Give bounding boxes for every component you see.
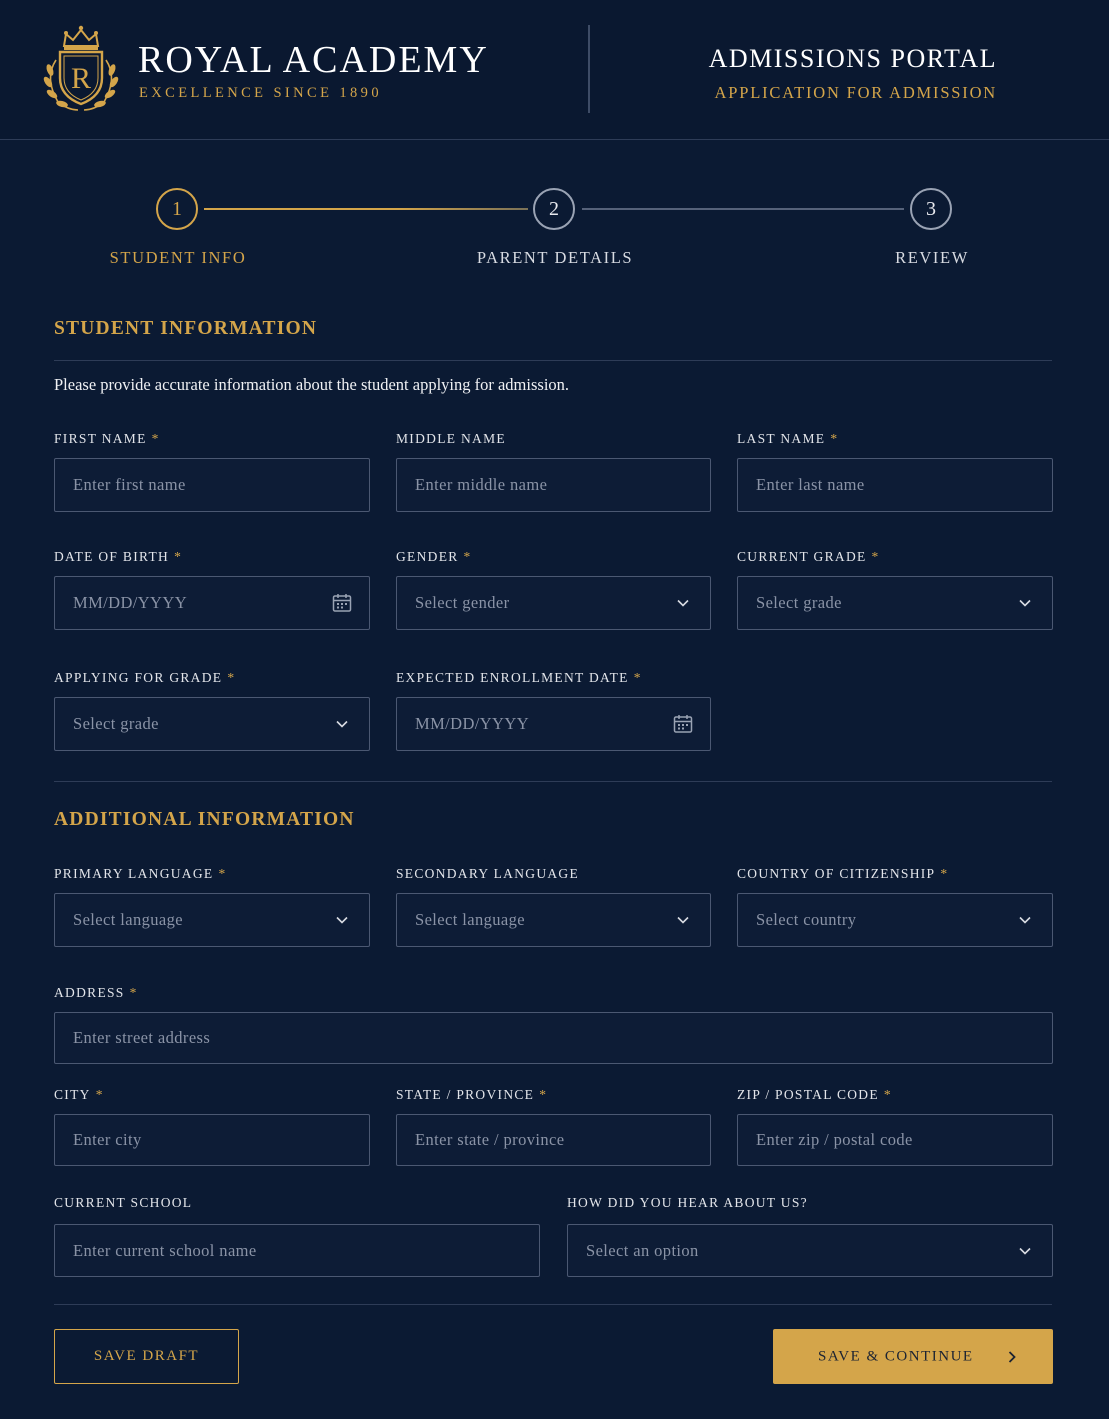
chevron-down-icon <box>672 909 694 931</box>
chevron-down-icon <box>1014 909 1036 931</box>
city-label: CITY * <box>54 1087 104 1102</box>
state-field[interactable] <box>396 1114 711 1166</box>
student-section-title: STUDENT INFORMATION <box>54 318 318 339</box>
current-school-input[interactable] <box>55 1225 539 1276</box>
crest-logo-icon <box>38 20 124 116</box>
brand-title: ROYAL ACADEMY <box>138 39 489 81</box>
current-grade-label: CURRENT GRADE * <box>737 549 880 564</box>
state-input[interactable] <box>397 1115 710 1165</box>
step-1-circle[interactable]: 1 <box>156 188 198 230</box>
chevron-down-icon <box>331 909 353 931</box>
calendar-icon[interactable] <box>331 592 353 614</box>
step-3-label[interactable]: REVIEW <box>895 248 969 267</box>
gender-select-value: Select gender <box>415 593 510 612</box>
step-connector-2 <box>582 208 904 210</box>
referral-select[interactable] <box>567 1224 1053 1277</box>
city-field[interactable] <box>54 1114 370 1166</box>
last-name-field[interactable] <box>737 458 1053 512</box>
student-intro-text: Please provide accurate information about the student applying for admission. <box>54 375 570 394</box>
country-label: COUNTRY OF CITIZENSHIP * <box>737 866 949 881</box>
address-field[interactable] <box>54 1012 1053 1064</box>
dob-field[interactable] <box>54 576 370 630</box>
referral-select-value: Select an option <box>586 1240 699 1260</box>
applying-grade-select-value: Select grade <box>73 714 159 733</box>
step-2-label[interactable]: PARENT DETAILS <box>476 248 634 267</box>
calendar-icon[interactable] <box>672 713 694 735</box>
primary-language-label: PRIMARY LANGUAGE * <box>54 866 227 881</box>
site-header <box>0 0 1109 140</box>
dob-input[interactable] <box>55 577 369 629</box>
step-2-circle[interactable]: 2 <box>533 188 575 230</box>
referral-label: HOW DID YOU HEAR ABOUT US? <box>567 1195 808 1210</box>
secondary-language-select-value: Select language <box>415 910 525 929</box>
save-draft-button[interactable]: SAVE DRAFT <box>54 1329 239 1384</box>
middle-name-label: MIDDLE NAME <box>396 431 506 446</box>
country-select-value: Select country <box>756 910 857 929</box>
section-divider <box>54 781 1052 782</box>
first-name-input[interactable] <box>55 459 369 511</box>
chevron-down-icon <box>1014 1240 1036 1262</box>
chevron-right-icon <box>1005 1350 1019 1364</box>
additional-section-title: ADDITIONAL INFORMATION <box>54 809 355 830</box>
applying-grade-select[interactable] <box>54 697 370 751</box>
zip-input[interactable] <box>738 1115 1052 1165</box>
address-input[interactable] <box>55 1013 1052 1063</box>
header-divider <box>588 25 590 113</box>
zip-field[interactable] <box>737 1114 1053 1166</box>
primary-language-select-value: Select language <box>73 910 183 929</box>
save-continue-button[interactable] <box>773 1329 1053 1384</box>
current-school-field[interactable] <box>54 1224 540 1277</box>
chevron-down-icon <box>672 592 694 614</box>
chevron-down-icon <box>1014 592 1036 614</box>
last-name-label: LAST NAME * <box>737 431 839 446</box>
current-grade-select[interactable] <box>737 576 1053 630</box>
city-input[interactable] <box>55 1115 369 1165</box>
enrollment-date-label: EXPECTED ENROLLMENT DATE * <box>396 670 642 685</box>
middle-name-input[interactable] <box>397 459 710 511</box>
secondary-language-select[interactable] <box>396 893 711 947</box>
step-connector-1 <box>204 208 528 210</box>
step-1-label[interactable]: STUDENT INFO <box>109 248 247 267</box>
applying-grade-label: APPLYING FOR GRADE * <box>54 670 236 685</box>
first-name-field[interactable] <box>54 458 370 512</box>
crest-letter: R <box>70 62 92 95</box>
enrollment-date-input[interactable] <box>397 698 710 750</box>
chevron-down-icon <box>331 713 353 735</box>
save-continue-label: SAVE & CONTINUE <box>818 1348 974 1364</box>
last-name-input[interactable] <box>738 459 1052 511</box>
gender-label: GENDER * <box>396 549 472 564</box>
address-label: ADDRESS * <box>54 985 138 1000</box>
actions-divider <box>54 1304 1052 1305</box>
portal-title: ADMISSIONS PORTAL <box>708 44 997 73</box>
dob-label: DATE OF BIRTH * <box>54 549 183 564</box>
current-grade-select-value: Select grade <box>756 593 842 612</box>
portal-subtitle: APPLICATION FOR ADMISSION <box>714 83 997 102</box>
primary-language-select[interactable] <box>54 893 370 947</box>
secondary-language-label: SECONDARY LANGUAGE <box>396 866 580 881</box>
gender-select[interactable] <box>396 576 711 630</box>
state-label: STATE / PROVINCE * <box>396 1087 548 1102</box>
section-divider <box>54 360 1052 361</box>
step-3-circle[interactable]: 3 <box>910 188 952 230</box>
country-select[interactable] <box>737 893 1053 947</box>
enrollment-date-field[interactable] <box>396 697 711 751</box>
zip-label: ZIP / POSTAL CODE * <box>737 1087 892 1102</box>
first-name-label: FIRST NAME * <box>54 431 160 446</box>
current-school-label: CURRENT SCHOOL <box>54 1195 193 1210</box>
middle-name-field[interactable] <box>396 458 711 512</box>
brand-tagline: EXCELLENCE SINCE 1890 <box>139 85 382 101</box>
